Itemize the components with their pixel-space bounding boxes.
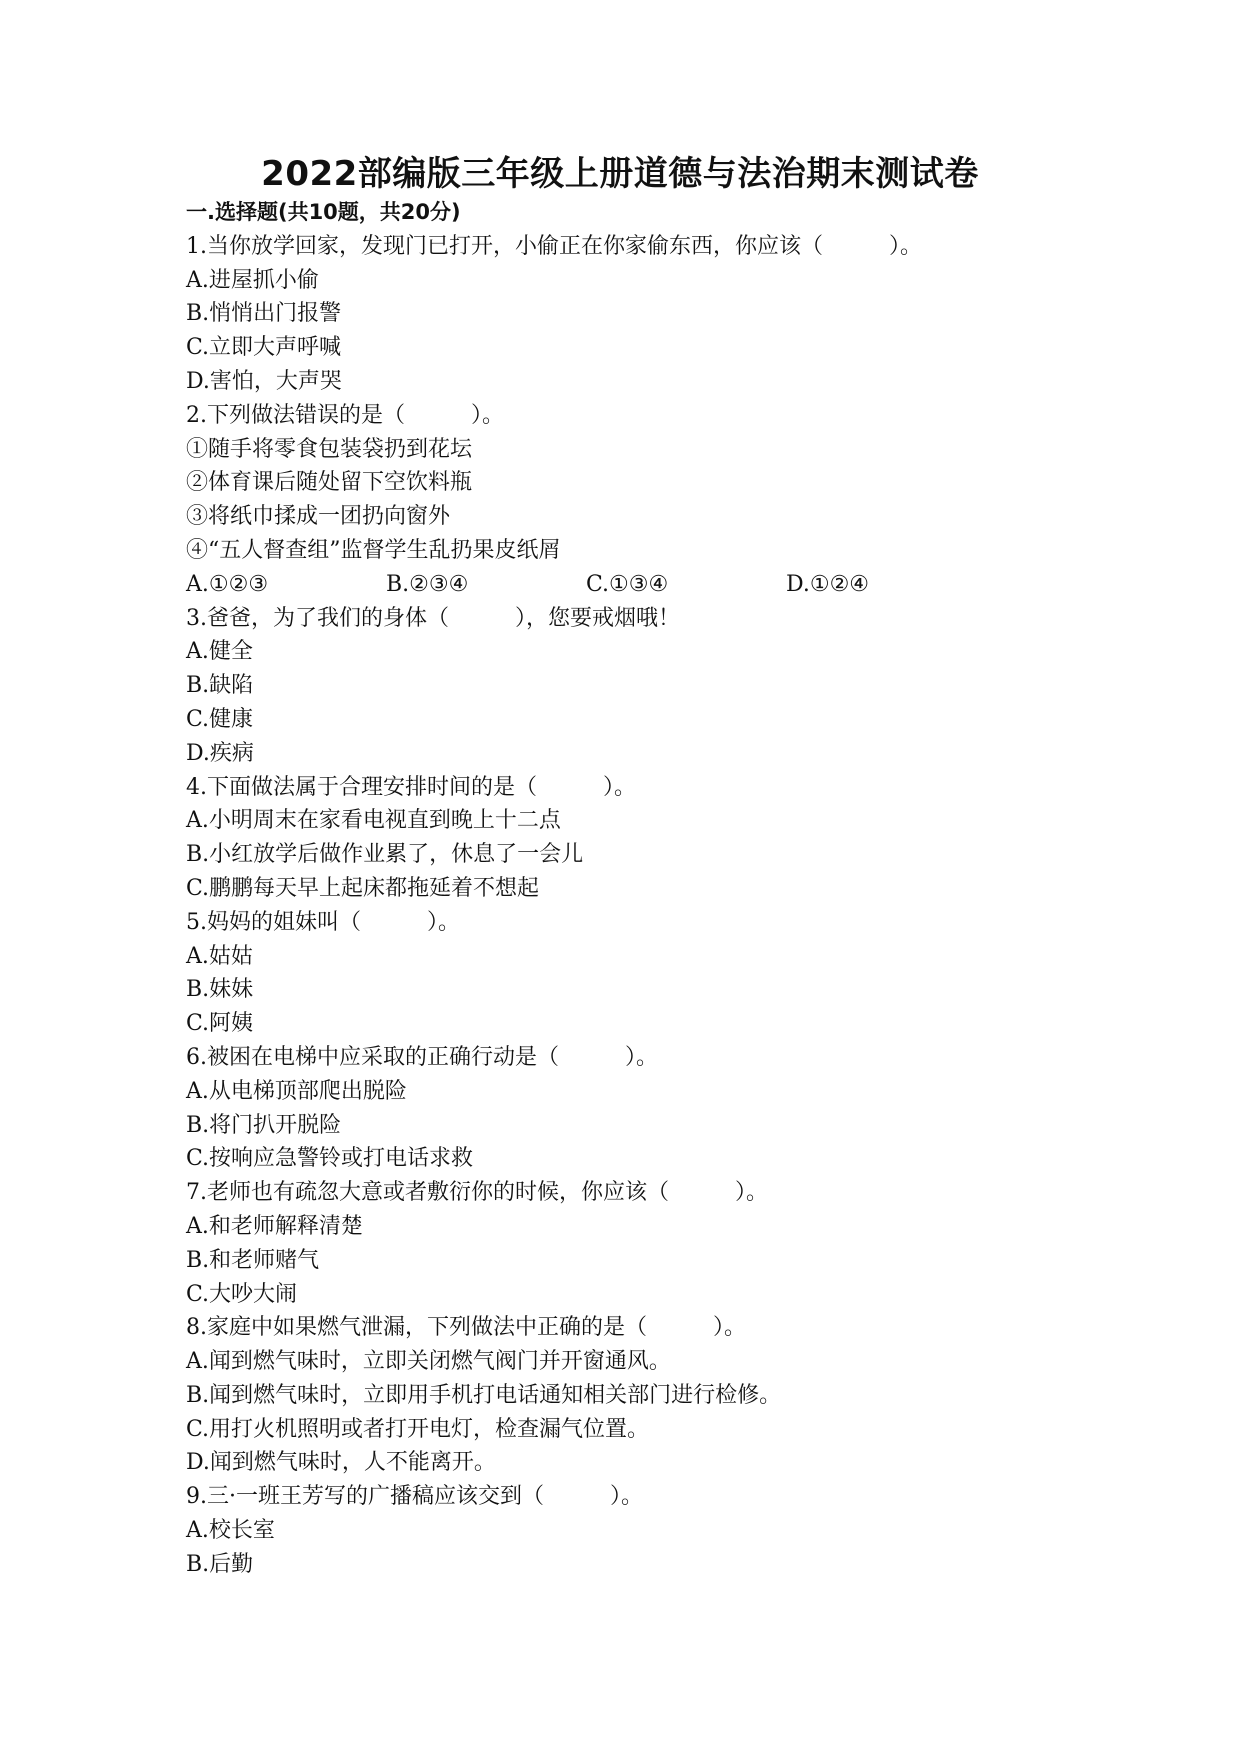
statement-3: ③将纸巾揉成一团扔向窗外 — [186, 504, 451, 530]
inline-options — [186, 568, 1066, 602]
question-stem: 9.三·一班王芳写的广播稿应该交到（ ）。 — [186, 1484, 643, 1510]
question-stem: 7.老师也有疏忽大意或者敷衍你的时候，你应该（ ）。 — [186, 1180, 768, 1206]
question-9 — [186, 1480, 1066, 1581]
question-stem: 5.妈妈的姐妹叫（ ）。 — [186, 909, 460, 935]
option-b: B.后勤 — [186, 1551, 254, 1577]
option-b: B.和老师赌气 — [186, 1247, 320, 1273]
option-a: A.和老师解释清楚 — [186, 1213, 363, 1239]
question-5 — [186, 906, 1066, 1041]
option-b: B.悄悄出门报警 — [186, 301, 342, 327]
option-a: A.闻到燃气味时，立即关闭燃气阀门并开窗通风。 — [186, 1349, 671, 1375]
option-d: D.疾病 — [186, 740, 254, 766]
question-8 — [186, 1311, 1066, 1480]
statement-1: ①随手将零食包装袋扔到花坛 — [186, 436, 473, 462]
option-d: D.闻到燃气味时，人不能离开。 — [186, 1450, 496, 1476]
question-stem: 2.下列做法错误的是（ ）。 — [186, 402, 504, 428]
question-stem: 8.家庭中如果燃气泄漏，下列做法中正确的是（ ）。 — [186, 1315, 746, 1341]
option-b: B.将门扒开脱险 — [186, 1112, 342, 1138]
question-stem: 3.爸爸，为了我们的身体（ ），您要戒烟哦！ — [186, 605, 680, 631]
question-3 — [186, 602, 1066, 771]
question-4 — [186, 771, 1066, 906]
question-stem: 4.下面做法属于合理安排时间的是（ ）。 — [186, 774, 636, 800]
option-b: B.妹妹 — [186, 977, 254, 1003]
option-c: C.大吵大闹 — [186, 1281, 298, 1307]
option-c: C.立即大声呼喊 — [186, 335, 342, 361]
option-b: B.缺陷 — [186, 673, 254, 699]
statement-2: ②体育课后随处留下空饮料瓶 — [186, 470, 473, 496]
statement-4: ④“五人督查组”监督学生乱扔果皮纸屑 — [186, 537, 561, 563]
option-b: B.②③④ — [386, 571, 469, 597]
option-c: C.用打火机照明或者打开电灯，检查漏气位置。 — [186, 1416, 650, 1442]
option-a: A.进屋抓小偷 — [186, 267, 319, 293]
question-7 — [186, 1176, 1066, 1311]
option-c: C.鹏鹏每天早上起床都拖延着不想起 — [186, 875, 540, 901]
option-c: C.阿姨 — [186, 1011, 254, 1037]
exam-content — [186, 196, 1066, 1582]
option-c: C.按响应急警铃或打电话求救 — [186, 1146, 474, 1172]
question-6 — [186, 1041, 1066, 1176]
option-a: A.校长室 — [186, 1518, 275, 1544]
exam-title: 2022部编版三年级上册道德与法治期末测试卷 — [261, 154, 979, 194]
option-c: C.①③④ — [586, 571, 669, 597]
option-a: A.①②③ — [186, 571, 269, 597]
option-a: A.姑姑 — [186, 943, 253, 969]
option-c: C.健康 — [186, 706, 254, 732]
question-stem: 1.当你放学回家，发现门已打开，小偷正在你家偷东西，你应该（ ）。 — [186, 233, 922, 259]
option-a: A.从电梯顶部爬出脱险 — [186, 1078, 407, 1104]
question-2 — [186, 399, 1066, 602]
section-heading: 一.选择题(共10题，共20分) — [186, 200, 461, 224]
option-d: D.①②④ — [786, 571, 870, 597]
question-1 — [186, 230, 1066, 399]
option-a: A.小明周末在家看电视直到晚上十二点 — [186, 808, 561, 834]
question-stem: 6.被困在电梯中应采取的正确行动是（ ）。 — [186, 1044, 658, 1070]
option-b: B.闻到燃气味时，立即用手机打电话通知相关部门进行检修。 — [186, 1382, 782, 1408]
option-d: D.害怕，大声哭 — [186, 368, 342, 394]
option-a: A.健全 — [186, 639, 253, 665]
option-b: B.小红放学后做作业累了，休息了一会儿 — [186, 842, 584, 868]
